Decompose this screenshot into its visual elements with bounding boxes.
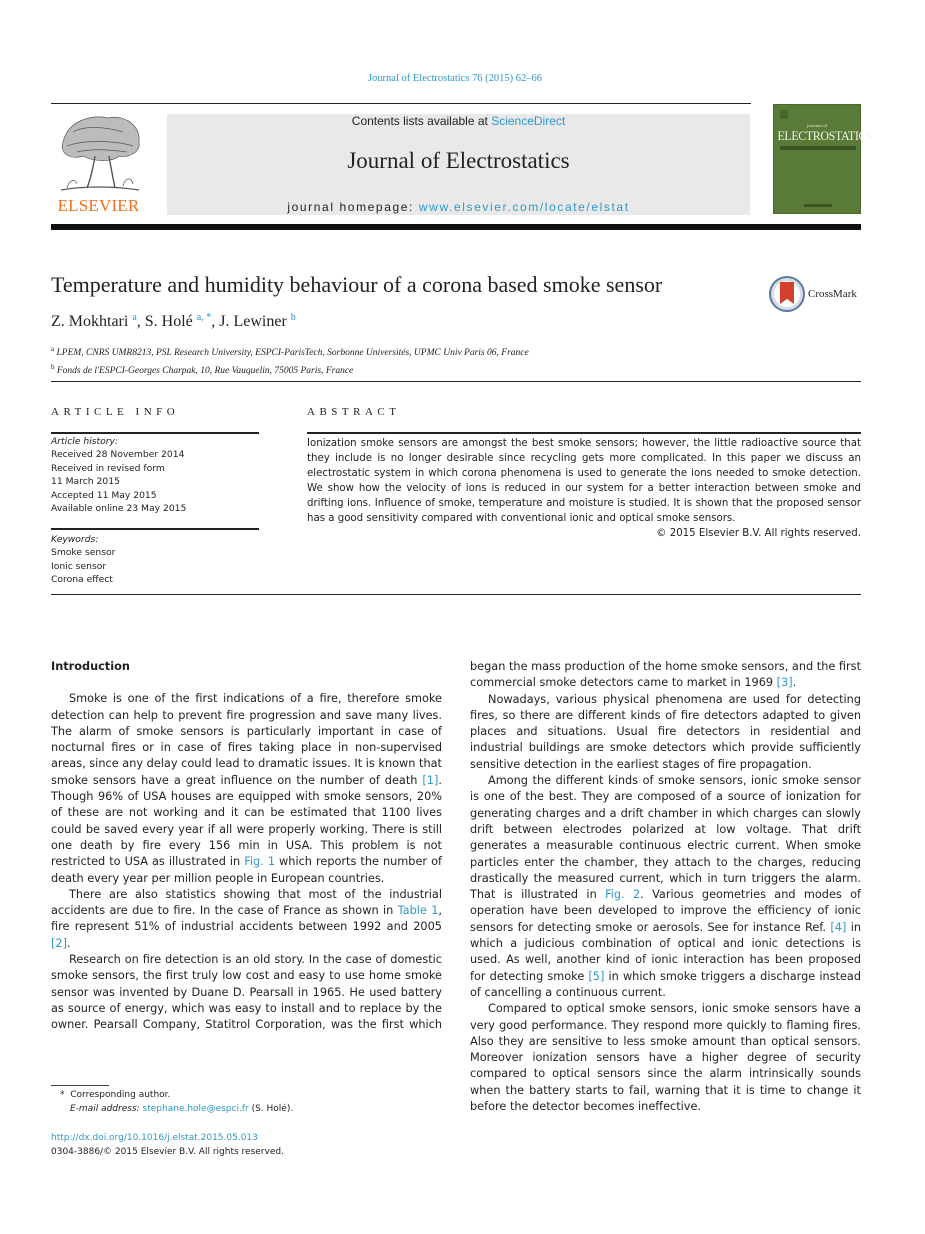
footnote-star: * xyxy=(60,1090,65,1100)
email-link[interactable]: stephane.hole@espci.fr xyxy=(142,1103,249,1114)
reference-link[interactable]: [2] xyxy=(51,936,68,950)
history-item: Received 28 November 2014 xyxy=(51,449,185,461)
footnotes xyxy=(60,1089,293,1116)
email-note xyxy=(60,1103,293,1117)
paragraph: Research on fire detection is an old story. In the case of domestic smoke sensors, the first truly low cost and easy to use home smoke sensor was invented by Duane D. Pearsall in 1965. He used battery as source of energy, which was easy to install and to replace by the owner. Pearsall Company, Statitrol Corporation, was the first which xyxy=(51,953,442,1032)
text: . Though 96% of USA houses are equipped with smoke sensors, 20% of these are not working and it can be estimated that 1100 lives could be saved every year if all were properly working. There is still one death by fire every 156 min in USA. This problem is not restricted to USA as illustrated in xyxy=(51,773,442,869)
text: , fire represent 51% of industrial accidents between 1992 and 2005 xyxy=(51,904,442,934)
cover-subtitle-bar xyxy=(780,146,856,150)
issn-copyright: 0304-3886/© 2015 Elsevier B.V. All rights reserved. xyxy=(51,1147,284,1157)
history-label: Article history: xyxy=(51,436,119,447)
corresponding-author-note xyxy=(60,1089,293,1103)
abstract-text: Ionization smoke sensors are amongst the best smoke sensors; however, the little radioactive source that they include is no longer desirable since recycling gets more complicated. In this paper we discuss an electrostatic system in which corona phenomena is used to generate the ions needed to smoke detection. We show how the velocity of ions is reduced in our system for a better interaction between smoke and drifting ions. Influence of smoke, temperature and moisture is studied. It is shown that the proposed sensor has a good sensitivity compared with conventional ionic and optical smoke sensors. xyxy=(307,438,861,524)
affiliation xyxy=(51,342,529,360)
paragraph xyxy=(51,691,442,887)
text: which reports the number of death every year per million people in European countries. xyxy=(51,855,442,885)
history-item: Received in revised form xyxy=(51,462,165,474)
paragraph: Nowadays, various physical phenomena are used for detecting fires, so there are different kinds of fire detectors adapted to given places and situations. Usual fire detectors in residential and industrial buildings are smoke detectors which provide sufficiently sensitive detection in the earliest stages of fire propagation. xyxy=(470,692,861,771)
affiliation-sup: a xyxy=(51,345,55,353)
body-column-left xyxy=(51,659,442,1034)
figure-link[interactable]: Fig. 2 xyxy=(605,888,641,902)
author-separator: , xyxy=(211,313,220,330)
corresponding-text: Corresponding author. xyxy=(70,1090,171,1100)
journal-citation xyxy=(0,73,910,84)
abstract-rule xyxy=(307,432,861,434)
homepage-line xyxy=(167,200,750,214)
cover-small-text: Journal of xyxy=(807,123,827,128)
cover-title: ELECTROSTATICS xyxy=(777,128,873,143)
cover-logo-icon xyxy=(780,110,788,119)
text: . xyxy=(67,936,71,950)
abstract-copyright: © 2015 Elsevier B.V. All rights reserved. xyxy=(656,528,861,539)
header-rule xyxy=(51,103,751,104)
reference-link[interactable]: [4] xyxy=(830,920,847,934)
citation-link[interactable]: Journal of Electrostatics 76 (2015) 62–66 xyxy=(367,73,543,84)
section-heading: Introduction xyxy=(51,660,130,673)
section-rule xyxy=(51,594,861,595)
paragraph: Compared to optical smoke sensors, ionic smoke sensors have a very good performance. They respond more quickly to flaming fires. Also they are sensitive to less smoke amount than optical sensors. Moreover ionization sensors have a higher degree of security compared to optical sensors since the alarm intrinsically sounds when the battery starts to fail, warning that it is time to change it before the detector becomes ineffective. xyxy=(470,1002,861,1114)
text: in which smoke triggers a discharge instead of cancelling a continuous current. xyxy=(470,969,861,999)
author-name[interactable]: S. Holé xyxy=(144,313,193,330)
abstract-heading: ABSTRACT xyxy=(307,406,401,418)
keywords-label: Keywords: xyxy=(51,534,99,545)
text: Among the different kinds of smoke sensors, ionic smoke sensor is one of the best. They are composed of a source of ionization for generating charges and a drift chamber in which charges can slowly drift between electrodes polarized at low voltage. That drift generates a measurable continuous electric current. When smoke particles enter the chamber, they attach to the charges, reducing drastically the measured current, which in turn triggers the alarm. That is illustrated in xyxy=(470,774,861,902)
crossmark-badge[interactable] xyxy=(769,276,857,312)
table-link[interactable]: Table 1 xyxy=(397,904,439,918)
author-name[interactable]: Z. Mokhtari xyxy=(51,313,129,330)
author-name[interactable]: J. Lewiner xyxy=(219,313,287,330)
text: Smoke is one of the first indications of a fire, therefore smoke detection can help to prevent fire progression and save many lives. The alarm of smoke sensors is particularly important in case of nocturnal fires or in case of fires taking place in non-supervised areas, since any delay could lead to dramatic issues. It is known that smoke sensors have a great influence on the number of death xyxy=(51,692,442,787)
text: began the mass production of the home smoke sensors, and the first commercial smoke detectors came to market in 1969 xyxy=(470,660,861,690)
affiliation-text: LPEM, CNRS UMR8213, PSL Research University, ESPCI-ParisTech, Sorbonne Universités, UPMC Univ Paris 06, France xyxy=(56,348,529,359)
text: . Various geometries and modes of operation have been developed to improve the efficiency of ionic sensors for detecting smoke or aerosols. See for instance Ref. xyxy=(470,888,861,934)
article-info-rule xyxy=(51,432,259,434)
affiliation-text: Fonds de l'ESPCI-Georges Charpak, 10, Rue Vauquelin, 75005 Paris, France xyxy=(56,366,354,377)
homepage-link[interactable]: www.elsevier.com/locate/elstat xyxy=(418,200,630,214)
paragraph xyxy=(51,887,442,952)
keyword: Ionic sensor xyxy=(51,560,107,572)
journal-title: Journal of Electrostatics xyxy=(347,148,570,173)
header-thick-rule xyxy=(51,224,861,230)
contents-prefix: Contents lists available at xyxy=(351,114,492,128)
keyword: Smoke sensor xyxy=(51,547,116,559)
elsevier-logo[interactable] xyxy=(51,112,146,216)
figure-link[interactable]: Fig. 1 xyxy=(244,855,276,869)
text: There are also statistics showing that most of the industrial accidents are due to fire. In the case of France as shown in xyxy=(51,887,442,918)
journal-cover[interactable] xyxy=(773,104,873,214)
reference-link[interactable]: [3] xyxy=(776,676,793,690)
keywords-rule xyxy=(51,528,259,530)
keywords xyxy=(51,533,115,587)
author-affil-sup[interactable]: a, * xyxy=(196,312,212,323)
paragraph xyxy=(470,659,861,692)
journal-banner xyxy=(167,114,750,215)
crossmark-icon xyxy=(769,276,805,312)
body-column-right xyxy=(470,659,861,1115)
abstract xyxy=(307,436,861,541)
affiliation xyxy=(51,360,529,378)
history-item: 11 March 2015 xyxy=(51,476,120,488)
author-affil-sup[interactable]: a xyxy=(132,312,137,323)
affiliation-sup: b xyxy=(51,363,55,372)
email-label: E-mail address: xyxy=(70,1103,140,1114)
text: in which a judicious combination of optical and ionic detections is used. As well, another kind of ionic interaction has been proposed for detecting smoke xyxy=(470,920,862,983)
affiliations xyxy=(51,342,529,378)
elsevier-wordmark: ELSEVIER xyxy=(57,196,140,215)
history-item: Accepted 11 May 2015 xyxy=(51,489,157,501)
author-list xyxy=(51,312,296,331)
article-info-heading: ARTICLE INFO xyxy=(51,406,180,418)
crossmark-label: CrossMark xyxy=(808,288,857,300)
reference-link[interactable]: [1] xyxy=(422,773,439,787)
doi-block xyxy=(51,1131,284,1159)
homepage-prefix: journal homepage: xyxy=(287,200,419,214)
contents-line xyxy=(167,114,750,128)
reference-link[interactable]: [5] xyxy=(588,969,605,983)
author-affil-sup[interactable]: b xyxy=(290,312,296,323)
article-history xyxy=(51,435,186,515)
history-item: Available online 23 May 2015 xyxy=(51,503,187,515)
keyword: Corona effect xyxy=(51,574,113,586)
sciencedirect-link[interactable]: ScienceDirect xyxy=(491,114,566,128)
article-title: Temperature and humidity behaviour of a corona based smoke sensor xyxy=(51,272,663,297)
cover-footer-bar xyxy=(804,204,832,207)
text: . xyxy=(792,676,797,690)
section-rule xyxy=(51,381,861,382)
paragraph xyxy=(470,773,861,1001)
footnote-rule xyxy=(51,1085,109,1086)
doi-link[interactable]: http://dx.doi.org/10.1016/j.elstat.2015.05.013 xyxy=(51,1133,258,1143)
elsevier-tree-icon xyxy=(53,112,143,196)
email-suffix: (S. Holé). xyxy=(248,1103,294,1114)
author-separator: , xyxy=(136,313,145,330)
